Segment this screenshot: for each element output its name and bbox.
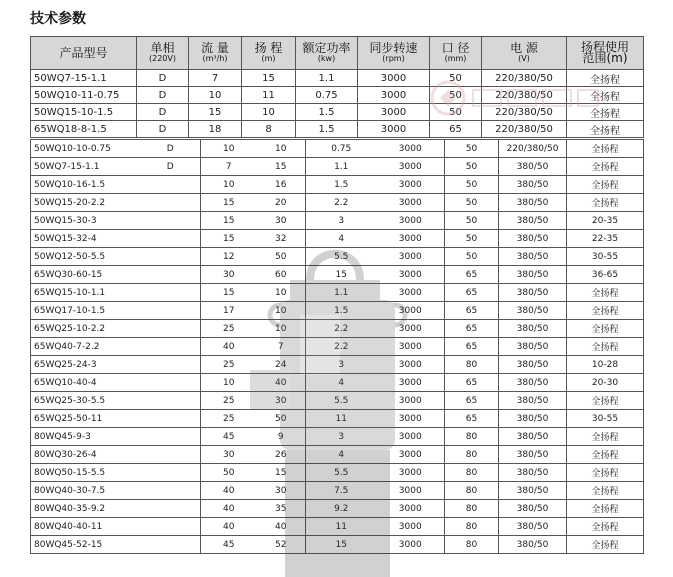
cell-model: 65WQ15-10-1.1 [31, 284, 141, 302]
cell-power: 4 [306, 446, 377, 464]
table-row [31, 140, 644, 158]
cell-power-supply: 380/50 [499, 536, 567, 554]
cell-power: 11 [306, 518, 377, 536]
cell-flow: 25 [201, 320, 257, 338]
cell-power-supply: 380/50 [499, 482, 567, 500]
table-row [31, 338, 644, 356]
cell-speed: 3000 [358, 104, 430, 121]
cell-power-supply: 380/50 [499, 464, 567, 482]
cell-head: 11 [242, 87, 296, 104]
cell-power-supply: 380/50 [499, 158, 567, 176]
cell-head-range: 全扬程 [567, 500, 644, 518]
cell-model: 50WQ10-16-1.5 [31, 176, 141, 194]
cell-flow: 15 [201, 194, 257, 212]
cell-flow: 15 [189, 104, 242, 121]
cell-power-supply: 380/50 [499, 446, 567, 464]
cell-model: 80WQ40-30-7.5 [31, 482, 141, 500]
cell-head: 9 [257, 428, 306, 446]
cell-model: 50WQ12-50-5.5 [31, 248, 141, 266]
cell-head: 30 [257, 482, 306, 500]
cell-power-supply: 380/50 [499, 176, 567, 194]
cell-speed: 3000 [377, 158, 445, 176]
cell-model: 80WQ40-40-11 [31, 518, 141, 536]
cell-power: 15 [306, 266, 377, 284]
cell-diameter: 65 [445, 410, 499, 428]
cell-power: 4 [306, 374, 377, 392]
cell-power: 3 [306, 428, 377, 446]
cell-single-phase [141, 464, 201, 482]
cell-flow: 17 [201, 302, 257, 320]
cell-power: 2.2 [306, 320, 377, 338]
cell-head-range: 全扬程 [567, 464, 644, 482]
header-power-supply: 电 源 (V) [482, 37, 567, 70]
cell-diameter: 50 [430, 70, 482, 87]
cell-head: 52 [257, 536, 306, 554]
cell-power-supply: 220/380/50 [482, 121, 567, 138]
cell-diameter: 50 [445, 230, 499, 248]
cell-head-range: 全扬程 [567, 140, 644, 158]
cell-flow: 30 [201, 446, 257, 464]
table-row [31, 70, 644, 87]
cell-power-supply: 380/50 [499, 500, 567, 518]
cell-model: 80WQ45-52-15 [31, 536, 141, 554]
cell-speed: 3000 [377, 302, 445, 320]
cell-speed: 3000 [377, 410, 445, 428]
cell-power-supply: 380/50 [499, 338, 567, 356]
cell-speed: 3000 [377, 284, 445, 302]
cell-model: 65WQ25-50-11 [31, 410, 141, 428]
cell-power: 3 [306, 212, 377, 230]
cell-speed: 3000 [377, 536, 445, 554]
cell-speed: 3000 [377, 230, 445, 248]
cell-model: 65WQ25-24-3 [31, 356, 141, 374]
spec-table-main [30, 139, 644, 554]
cell-diameter: 80 [445, 446, 499, 464]
cell-single-phase: D [137, 121, 189, 138]
cell-head-range: 22-35 [567, 230, 644, 248]
cell-head: 8 [242, 121, 296, 138]
cell-model: 80WQ40-35-9.2 [31, 500, 141, 518]
cell-diameter: 80 [445, 356, 499, 374]
cell-diameter: 80 [445, 518, 499, 536]
table-row [31, 248, 644, 266]
cell-head-range: 全扬程 [567, 176, 644, 194]
cell-flow: 50 [201, 464, 257, 482]
cell-diameter: 80 [445, 464, 499, 482]
cell-head-range: 全扬程 [567, 518, 644, 536]
cell-single-phase [141, 212, 201, 230]
header-head-range: 扬程使用 范围(m) [567, 37, 644, 70]
table-row [31, 410, 644, 428]
cell-model: 50WQ10-10-0.75 [31, 140, 141, 158]
cell-model: 65WQ25-10-2.2 [31, 320, 141, 338]
cell-head-range: 全扬程 [567, 392, 644, 410]
cell-power: 1.5 [296, 104, 358, 121]
cell-diameter: 80 [445, 482, 499, 500]
cell-single-phase [141, 230, 201, 248]
cell-flow: 45 [201, 536, 257, 554]
cell-single-phase [141, 410, 201, 428]
cell-flow: 30 [201, 266, 257, 284]
cell-speed: 3000 [377, 320, 445, 338]
cell-diameter: 50 [445, 158, 499, 176]
cell-diameter: 80 [445, 536, 499, 554]
cell-head-range: 30-55 [567, 410, 644, 428]
cell-power: 2.2 [306, 338, 377, 356]
table-row [31, 464, 644, 482]
cell-model: 50WQ7-15-1.1 [31, 70, 137, 87]
cell-flow: 7 [189, 70, 242, 87]
cell-power-supply: 380/50 [499, 212, 567, 230]
cell-head-range: 20-30 [567, 374, 644, 392]
cell-diameter: 50 [445, 248, 499, 266]
cell-flow: 45 [201, 428, 257, 446]
cell-head-range: 全扬程 [567, 428, 644, 446]
cell-single-phase [141, 482, 201, 500]
cell-diameter: 50 [445, 194, 499, 212]
cell-head: 15 [242, 70, 296, 87]
cell-single-phase: D [137, 104, 189, 121]
cell-model: 65WQ18-8-1.5 [31, 121, 137, 138]
table-row [31, 374, 644, 392]
cell-power: 0.75 [306, 140, 377, 158]
cell-head-range: 20-35 [567, 212, 644, 230]
cell-head-range: 36-65 [567, 266, 644, 284]
cell-head: 16 [257, 176, 306, 194]
cell-flow: 15 [201, 230, 257, 248]
header-speed: 同步转速 (rpm) [358, 37, 430, 70]
cell-flow: 40 [201, 500, 257, 518]
cell-power-supply: 380/50 [499, 194, 567, 212]
cell-diameter: 50 [430, 87, 482, 104]
cell-head-range: 30-55 [567, 248, 644, 266]
cell-flow: 10 [201, 140, 257, 158]
cell-model: 65WQ30-60-15 [31, 266, 141, 284]
cell-power: 1.5 [296, 121, 358, 138]
cell-power: 5.5 [306, 464, 377, 482]
cell-power-supply: 380/50 [499, 518, 567, 536]
cell-power-supply: 380/50 [499, 356, 567, 374]
cell-power-supply: 380/50 [499, 392, 567, 410]
cell-diameter: 65 [445, 284, 499, 302]
cell-speed: 3000 [377, 248, 445, 266]
header-model: 产品型号 [31, 37, 137, 70]
cell-model: 50WQ7-15-1.1 [31, 158, 141, 176]
cell-head-range: 全扬程 [567, 104, 644, 121]
cell-diameter: 65 [445, 338, 499, 356]
cell-single-phase [141, 266, 201, 284]
cell-single-phase [141, 284, 201, 302]
cell-flow: 10 [189, 87, 242, 104]
header-single-phase: 单相 (220V) [137, 37, 189, 70]
cell-flow: 25 [201, 410, 257, 428]
cell-power-supply: 220/380/50 [499, 140, 567, 158]
cell-head: 7 [257, 338, 306, 356]
cell-head: 10 [257, 284, 306, 302]
cell-power-supply: 220/380/50 [482, 87, 567, 104]
cell-single-phase [141, 518, 201, 536]
cell-single-phase [141, 356, 201, 374]
cell-flow: 25 [201, 392, 257, 410]
cell-head-range: 全扬程 [567, 446, 644, 464]
cell-speed: 3000 [377, 194, 445, 212]
cell-head: 10 [242, 104, 296, 121]
table-row [31, 212, 644, 230]
cell-power: 1.1 [306, 158, 377, 176]
cell-speed: 3000 [358, 70, 430, 87]
cell-head: 30 [257, 392, 306, 410]
cell-flow: 18 [189, 121, 242, 138]
cell-diameter: 65 [445, 392, 499, 410]
table-row [31, 536, 644, 554]
table-row [31, 518, 644, 536]
cell-power-supply: 380/50 [499, 428, 567, 446]
cell-model: 65WQ25-30-5.5 [31, 392, 141, 410]
cell-power: 7.5 [306, 482, 377, 500]
cell-single-phase: D [141, 140, 201, 158]
cell-flow: 12 [201, 248, 257, 266]
table-row [31, 121, 644, 138]
cell-power: 5.5 [306, 248, 377, 266]
cell-head-range: 全扬程 [567, 482, 644, 500]
cell-diameter: 80 [445, 428, 499, 446]
table-row [31, 446, 644, 464]
cell-head-range: 全扬程 [567, 194, 644, 212]
cell-speed: 3000 [377, 176, 445, 194]
cell-head-range: 全扬程 [567, 70, 644, 87]
cell-diameter: 65 [445, 302, 499, 320]
page-title: 技术参数 [30, 11, 86, 27]
cell-model: 50WQ15-32-4 [31, 230, 141, 248]
cell-flow: 25 [201, 356, 257, 374]
cell-single-phase [141, 338, 201, 356]
cell-power-supply: 220/380/50 [482, 104, 567, 121]
cell-head: 50 [257, 410, 306, 428]
cell-speed: 3000 [377, 428, 445, 446]
cell-single-phase [141, 374, 201, 392]
cell-power: 9.2 [306, 500, 377, 518]
cell-power-supply: 380/50 [499, 320, 567, 338]
cell-diameter: 50 [445, 140, 499, 158]
table-row [31, 230, 644, 248]
cell-diameter: 65 [430, 121, 482, 138]
cell-diameter: 50 [430, 104, 482, 121]
cell-model: 50WQ15-30-3 [31, 212, 141, 230]
cell-speed: 3000 [377, 392, 445, 410]
table-row [31, 284, 644, 302]
cell-single-phase: D [141, 158, 201, 176]
cell-head: 60 [257, 266, 306, 284]
cell-head-range: 10-28 [567, 356, 644, 374]
cell-single-phase [141, 500, 201, 518]
table-row [31, 87, 644, 104]
cell-speed: 3000 [377, 518, 445, 536]
table-row [31, 320, 644, 338]
cell-speed: 3000 [358, 121, 430, 138]
cell-power: 4 [306, 230, 377, 248]
cell-head: 15 [257, 464, 306, 482]
cell-head-range: 全扬程 [567, 284, 644, 302]
table-row [31, 428, 644, 446]
cell-single-phase [141, 428, 201, 446]
cell-model: 65WQ10-40-4 [31, 374, 141, 392]
cell-head-range: 全扬程 [567, 536, 644, 554]
cell-head: 30 [257, 212, 306, 230]
cell-flow: 10 [201, 176, 257, 194]
cell-head: 40 [257, 518, 306, 536]
cell-single-phase [141, 320, 201, 338]
cell-head: 10 [257, 140, 306, 158]
cell-diameter: 65 [445, 320, 499, 338]
cell-head-range: 全扬程 [567, 158, 644, 176]
cell-power: 2.2 [306, 194, 377, 212]
cell-speed: 3000 [377, 140, 445, 158]
cell-model: 65WQ40-7-2.2 [31, 338, 141, 356]
table-row [31, 158, 644, 176]
table-header-row [31, 37, 644, 70]
cell-power-supply: 380/50 [499, 230, 567, 248]
cell-power-supply: 380/50 [499, 302, 567, 320]
cell-power: 3 [306, 356, 377, 374]
cell-speed: 3000 [377, 464, 445, 482]
header-power: 额定功率 (kw) [296, 37, 358, 70]
cell-speed: 3000 [377, 356, 445, 374]
table-row [31, 356, 644, 374]
cell-head-range: 全扬程 [567, 320, 644, 338]
table-row [31, 266, 644, 284]
cell-single-phase [141, 302, 201, 320]
header-diameter: 口 径 (mm) [430, 37, 482, 70]
cell-head: 32 [257, 230, 306, 248]
cell-power-supply: 380/50 [499, 248, 567, 266]
cell-model: 50WQ15-10-1.5 [31, 104, 137, 121]
cell-model: 50WQ10-11-0.75 [31, 87, 137, 104]
cell-model: 80WQ50-15-5.5 [31, 464, 141, 482]
cell-power: 1.1 [296, 70, 358, 87]
cell-flow: 40 [201, 518, 257, 536]
cell-power: 1.1 [306, 284, 377, 302]
cell-speed: 3000 [377, 482, 445, 500]
cell-head: 24 [257, 356, 306, 374]
table-row [31, 482, 644, 500]
cell-head-range: 全扬程 [567, 121, 644, 138]
cell-model: 50WQ15-20-2.2 [31, 194, 141, 212]
header-flow: 流 量 (m³/h) [189, 37, 242, 70]
cell-head: 10 [257, 320, 306, 338]
cell-power: 5.5 [306, 392, 377, 410]
cell-single-phase [141, 248, 201, 266]
cell-head: 50 [257, 248, 306, 266]
cell-single-phase [141, 446, 201, 464]
cell-head: 40 [257, 374, 306, 392]
cell-speed: 3000 [377, 446, 445, 464]
cell-power: 11 [306, 410, 377, 428]
cell-head: 26 [257, 446, 306, 464]
cell-flow: 40 [201, 338, 257, 356]
cell-power: 1.5 [306, 302, 377, 320]
cell-single-phase [141, 536, 201, 554]
table-row [31, 194, 644, 212]
cell-power-supply: 380/50 [499, 284, 567, 302]
cell-flow: 10 [201, 374, 257, 392]
cell-speed: 3000 [377, 500, 445, 518]
cell-speed: 3000 [358, 87, 430, 104]
cell-single-phase [141, 194, 201, 212]
cell-model: 80WQ45-9-3 [31, 428, 141, 446]
cell-single-phase: D [137, 70, 189, 87]
cell-speed: 3000 [377, 338, 445, 356]
cell-flow: 15 [201, 212, 257, 230]
cell-single-phase [141, 176, 201, 194]
cell-power-supply: 220/380/50 [482, 70, 567, 87]
cell-head: 20 [257, 194, 306, 212]
table-row [31, 302, 644, 320]
cell-single-phase [141, 392, 201, 410]
cell-power: 1.5 [306, 176, 377, 194]
table-row [31, 104, 644, 121]
cell-diameter: 65 [445, 266, 499, 284]
cell-head-range: 全扬程 [567, 87, 644, 104]
cell-model: 65WQ17-10-1.5 [31, 302, 141, 320]
spec-table-top [30, 36, 644, 138]
table-row [31, 500, 644, 518]
cell-head: 10 [257, 302, 306, 320]
cell-diameter: 50 [445, 212, 499, 230]
cell-diameter: 65 [445, 374, 499, 392]
cell-diameter: 80 [445, 500, 499, 518]
cell-flow: 7 [201, 158, 257, 176]
cell-speed: 3000 [377, 374, 445, 392]
cell-power: 0.75 [296, 87, 358, 104]
cell-flow: 40 [201, 482, 257, 500]
table-row [31, 176, 644, 194]
header-head: 扬 程 (m) [242, 37, 296, 70]
cell-flow: 15 [201, 284, 257, 302]
cell-head: 35 [257, 500, 306, 518]
cell-model: 80WQ30-26-4 [31, 446, 141, 464]
cell-power: 15 [306, 536, 377, 554]
cell-power-supply: 380/50 [499, 410, 567, 428]
cell-single-phase: D [137, 87, 189, 104]
table-row [31, 392, 644, 410]
cell-head-range: 全扬程 [567, 338, 644, 356]
cell-head-range: 全扬程 [567, 302, 644, 320]
cell-speed: 3000 [377, 212, 445, 230]
cell-power-supply: 380/50 [499, 374, 567, 392]
cell-power-supply: 380/50 [499, 266, 567, 284]
cell-speed: 3000 [377, 266, 445, 284]
cell-head: 15 [257, 158, 306, 176]
cell-diameter: 50 [445, 176, 499, 194]
